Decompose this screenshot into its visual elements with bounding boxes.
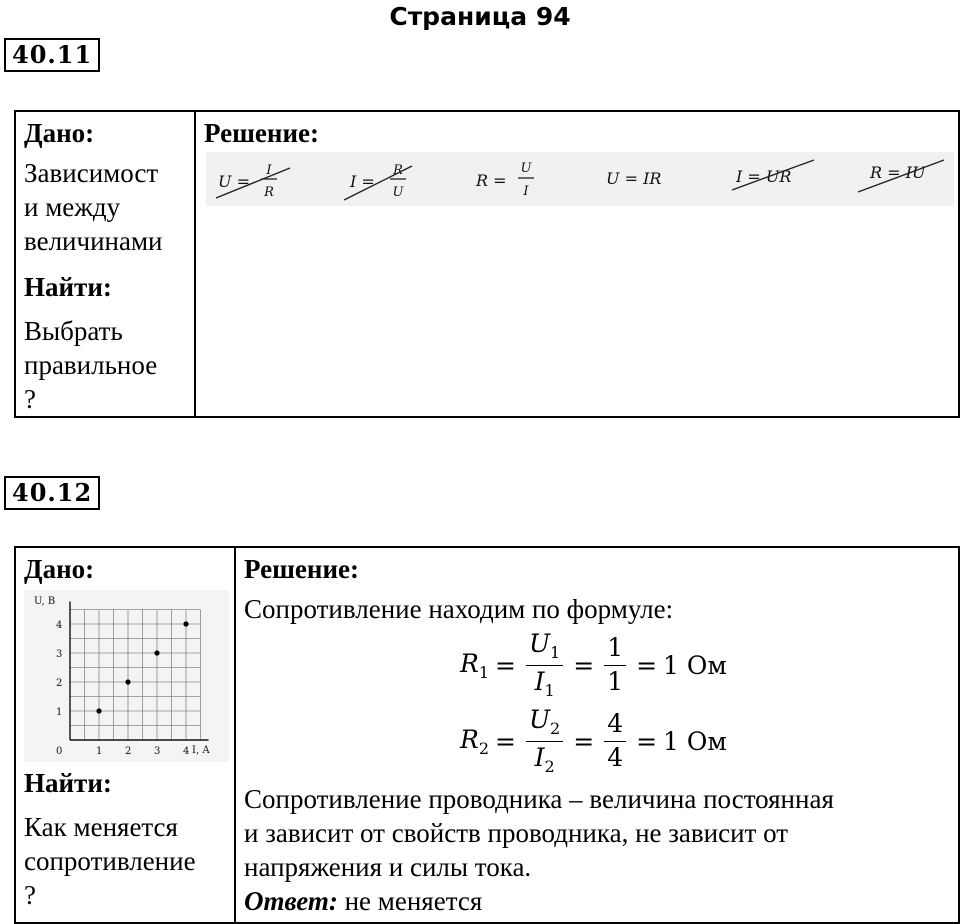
formula-left: I = (350, 172, 375, 191)
y-tick-label: 4 (56, 620, 63, 631)
y-axis-label: U, В (34, 596, 56, 607)
given-line: величинами (24, 226, 163, 256)
formula-option (732, 160, 814, 190)
formula-strip (206, 152, 954, 206)
formula-lhs: $R_1$ (460, 648, 490, 682)
find-label: Найти: (24, 272, 112, 302)
given-label: Дано: (24, 118, 95, 148)
x-tick-label: 4 (183, 746, 190, 757)
formula-option (216, 163, 290, 200)
conclusion-line: Сопротивление проводника – величина постоянная (244, 784, 834, 814)
ui-chart (24, 590, 229, 762)
given-text (24, 156, 163, 258)
formula-text: I = UR (736, 167, 792, 186)
task-table (14, 546, 960, 924)
x-tick-label: 2 (125, 746, 132, 757)
formula-result: 1 Ом (663, 726, 727, 756)
conclusion-line: и зависит от свойств проводника, не зависит от (244, 818, 789, 848)
given-label: Дано: (24, 554, 95, 584)
column-divider (234, 548, 236, 922)
solution-intro: Сопротивление находим по формуле: (244, 594, 674, 624)
formula-fraction: $\frac{U_2}{I_2}$ (526, 706, 563, 776)
y-tick-label: 3 (56, 649, 63, 660)
task-number: 40.11 (4, 38, 100, 72)
formula-den: I (523, 184, 529, 199)
answer-text: не меняется (337, 886, 483, 916)
formula-fraction: $\frac{4}{4}$ (604, 710, 626, 773)
formula-r2: $R_2$ = $\frac{U_2}{I_2}$ = $\frac{4}{4}$ = 1 Ом (460, 705, 727, 776)
solution-label: Решение: (244, 554, 359, 584)
x-tick-label: 1 (96, 746, 103, 757)
formula-fraction: $\frac{1}{1}$ (604, 634, 626, 697)
formula-num: R (393, 163, 403, 178)
formula-text: R = IU (870, 163, 926, 182)
formula-option: U = IR (606, 169, 662, 188)
formula-den: R (264, 185, 274, 200)
column-divider (194, 112, 196, 416)
find-label: Найти: (24, 768, 112, 798)
task-number: 40.12 (4, 476, 100, 510)
data-point (154, 650, 159, 655)
formula-num: U (520, 161, 532, 176)
answer-line (244, 884, 834, 918)
x-tick-label: 3 (154, 746, 161, 757)
formula-option (858, 160, 944, 192)
formula-option (344, 163, 412, 200)
answer-label: Ответ: (244, 886, 338, 916)
page-title: Страница 94 (389, 2, 571, 31)
find-text (24, 810, 196, 912)
formula-result: 1 Ом (663, 650, 727, 680)
formula-den: U (392, 185, 404, 200)
solution-label: Решение: (204, 118, 319, 148)
find-text (24, 314, 157, 416)
find-line: ? (24, 384, 36, 414)
x-tick-label: 0 (56, 746, 63, 757)
y-tick-label: 1 (56, 707, 63, 718)
find-line: Выбрать (24, 316, 123, 346)
conclusion-line: напряжения и силы тока. (244, 852, 532, 882)
data-point (183, 621, 188, 626)
find-line: правильное (24, 350, 158, 380)
find-line: Как меняется (24, 812, 178, 842)
given-line: и между (24, 192, 121, 222)
x-axis-label: I, А (192, 745, 210, 756)
solution-conclusion (244, 782, 834, 918)
find-line: ? (24, 880, 36, 910)
formula-strip-svg (206, 152, 954, 206)
formula-left: U = (218, 172, 250, 191)
formula-r1: $R_1$ = $\frac{U_1}{I_1}$ = $\frac{1}{1}$ = 1 Ом (460, 629, 727, 700)
given-line: Зависимост (24, 158, 159, 188)
find-line: сопротивление (24, 846, 196, 876)
formula-fraction: $\frac{U_1}{I_1}$ (526, 630, 563, 700)
data-point (96, 708, 101, 713)
y-tick-label: 2 (56, 678, 63, 689)
formula-option (475, 161, 534, 199)
task-table (14, 110, 960, 418)
formula-num: I (266, 163, 272, 178)
formula-lhs: $R_2$ (460, 724, 490, 758)
formula-left: R = (476, 171, 507, 190)
data-point (125, 679, 130, 684)
